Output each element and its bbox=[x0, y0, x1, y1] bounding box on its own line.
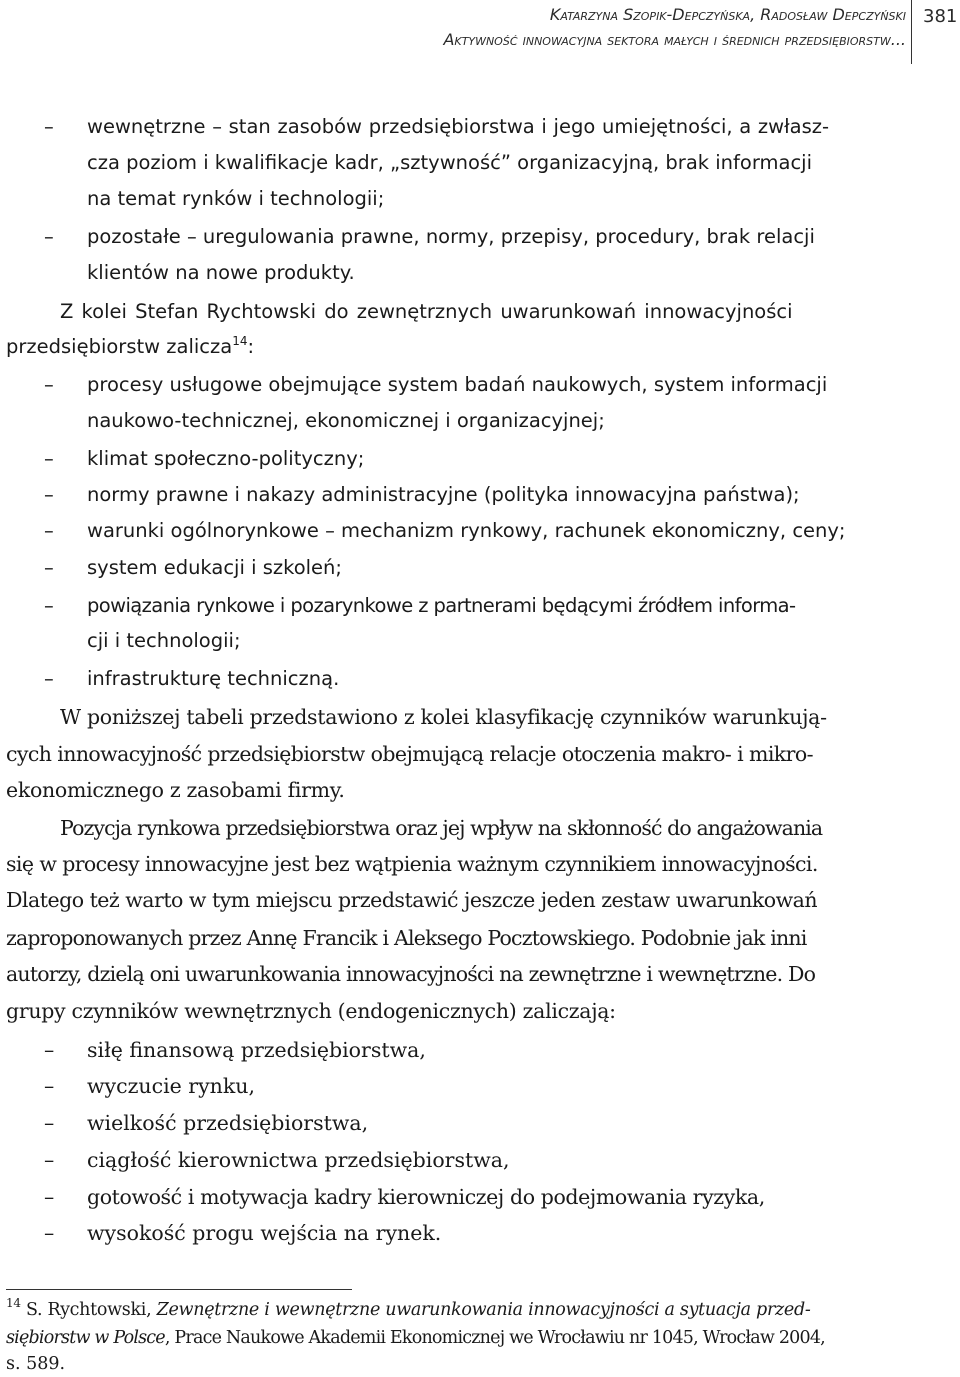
list-dash: – bbox=[44, 115, 54, 138]
paragraph-line: Pozycja rynkowa przedsiębiorstwa oraz jej wpływ na skłonność do angażowania bbox=[60, 816, 823, 840]
paragraph-line: się w procesy innowacyjne jest bez wątpienia ważnym czynnikiem innowacyjności. bbox=[6, 852, 818, 876]
list-item-line: normy prawne i nakazy administracyjne (polityka innowacyjna państwa); bbox=[87, 483, 800, 506]
list-item-line: na temat rynków i technologii; bbox=[87, 187, 385, 210]
list-item-line: naukowo-technicznej, ekonomicznej i organizacyjnej; bbox=[87, 409, 605, 432]
footnote-number: 14 bbox=[6, 1296, 21, 1310]
running-head-authors: Katarzyna Szopik-Depczyńska, Radosław Depczyński bbox=[549, 5, 906, 24]
list-item-line: system edukacji i szkoleń; bbox=[87, 556, 342, 579]
list-dash: – bbox=[44, 519, 54, 542]
list-dash: – bbox=[44, 1074, 55, 1098]
paragraph-line: ekonomicznego z zasobami firmy. bbox=[6, 778, 345, 802]
list-item-line: klientów na nowe produkty. bbox=[87, 261, 355, 284]
list-dash: – bbox=[44, 1148, 55, 1172]
list-dash: – bbox=[44, 373, 54, 396]
list-item-line: ciągłość kierownictwa przedsiębiorstwa, bbox=[87, 1148, 510, 1172]
running-head bbox=[300, 2, 906, 52]
list-dash: – bbox=[44, 447, 54, 470]
footnote-line: s. 589. bbox=[6, 1354, 66, 1374]
paragraph-line: cych innowacyjność przedsiębiorstw obejmującą relacje otoczenia makro- i mikro- bbox=[6, 742, 813, 766]
paragraph-text: przedsiębiorstw zalicza bbox=[6, 335, 233, 358]
list-item-line: cji i technologii; bbox=[87, 629, 241, 652]
paragraph-line: W poniższej tabeli przedstawiono z kolei klasyfikację czynników warunkują- bbox=[60, 705, 827, 729]
paragraph-line bbox=[6, 333, 254, 361]
footnote-ref[interactable]: 14 bbox=[232, 334, 248, 348]
list-item-line: cza poziom i kwalifikacje kadr, „sztywność” organizacyjną, brak informacji bbox=[87, 151, 813, 174]
list-dash: – bbox=[44, 667, 54, 690]
list-dash: – bbox=[44, 556, 54, 579]
paragraph-line: Z kolei Stefan Rychtowski do zewnętrznych uwarunkowań innowacyjności bbox=[60, 300, 793, 323]
list-item-line: warunki ogólnorynkowe – mechanizm rynkowy, rachunek ekonomiczny, ceny; bbox=[87, 519, 846, 542]
list-item-line: wysokość progu wejścia na rynek. bbox=[87, 1221, 442, 1245]
header-divider bbox=[911, 0, 912, 64]
list-dash: – bbox=[44, 1038, 55, 1062]
list-item-line: klimat społeczno-polityczny; bbox=[87, 447, 365, 470]
list-item-line: infrastrukturę techniczną. bbox=[87, 667, 340, 690]
paragraph-text: : bbox=[247, 335, 255, 358]
list-item-line: wewnętrzne – stan zasobów przedsiębiorstwa i jego umiejętności, a zwłasz- bbox=[87, 115, 830, 138]
footnote-title: siębiorstw w Polsce bbox=[6, 1328, 165, 1348]
list-dash: – bbox=[44, 1185, 55, 1209]
list-dash: – bbox=[44, 483, 54, 506]
list-item-line: wyczucie rynku, bbox=[87, 1074, 256, 1098]
list-dash: – bbox=[44, 594, 54, 617]
list-item-line: powiązania rynkowe i pozarynkowe z partnerami będącymi źródłem informa- bbox=[87, 594, 796, 617]
list-dash: – bbox=[44, 1221, 55, 1245]
paragraph-line: Dlatego też warto w tym miejscu przedstawić jeszcze jeden zestaw uwarunkowań bbox=[6, 888, 818, 912]
list-item-line: procesy usługowe obejmujące system badań naukowych, system informacji bbox=[87, 373, 828, 396]
list-item-line: siłę finansową przedsiębiorstwa, bbox=[87, 1038, 426, 1062]
paragraph-line: zaproponowanych przez Annę Francik i Aleksego Pocztowskiego. Podobnie jak inni bbox=[6, 926, 807, 950]
list-dash: – bbox=[44, 225, 54, 248]
footnote-author: S. Rychtowski, bbox=[25, 1300, 152, 1320]
paragraph-line: grupy czynników wewnętrznych (endogenicznych) zaliczają: bbox=[6, 999, 616, 1023]
footnote-line bbox=[6, 1298, 811, 1323]
paragraph-line: autorzy, dzielą oni uwarunkowania innowacyjności na zewnętrzne i wewnętrzne. Do bbox=[6, 962, 816, 986]
footnote-divider bbox=[6, 1289, 352, 1290]
list-item-line: gotowość i motywacja kadry kierowniczej do podejmowania ryzyka, bbox=[87, 1185, 765, 1209]
list-item-line: pozostałe – uregulowania prawne, normy, przepisy, procedury, brak relacji bbox=[87, 225, 815, 248]
running-head-title: Aktywność innowacyjna sektora małych i średnich przedsiębiorstw... bbox=[443, 30, 906, 49]
list-item-line: wielkość przedsiębiorstwa, bbox=[87, 1111, 369, 1135]
page-number: 381 bbox=[923, 6, 958, 27]
list-dash: – bbox=[44, 1111, 55, 1135]
footnote-source: , Prace Naukowe Akademii Ekonomicznej we Wrocławiu nr 1045, Wrocław 2004, bbox=[164, 1328, 825, 1348]
footnote-line bbox=[6, 1326, 825, 1351]
footnote-title: Zewnętrzne i wewnętrzne uwarunkowania innowacyjności a sytuacja przed- bbox=[156, 1300, 811, 1320]
